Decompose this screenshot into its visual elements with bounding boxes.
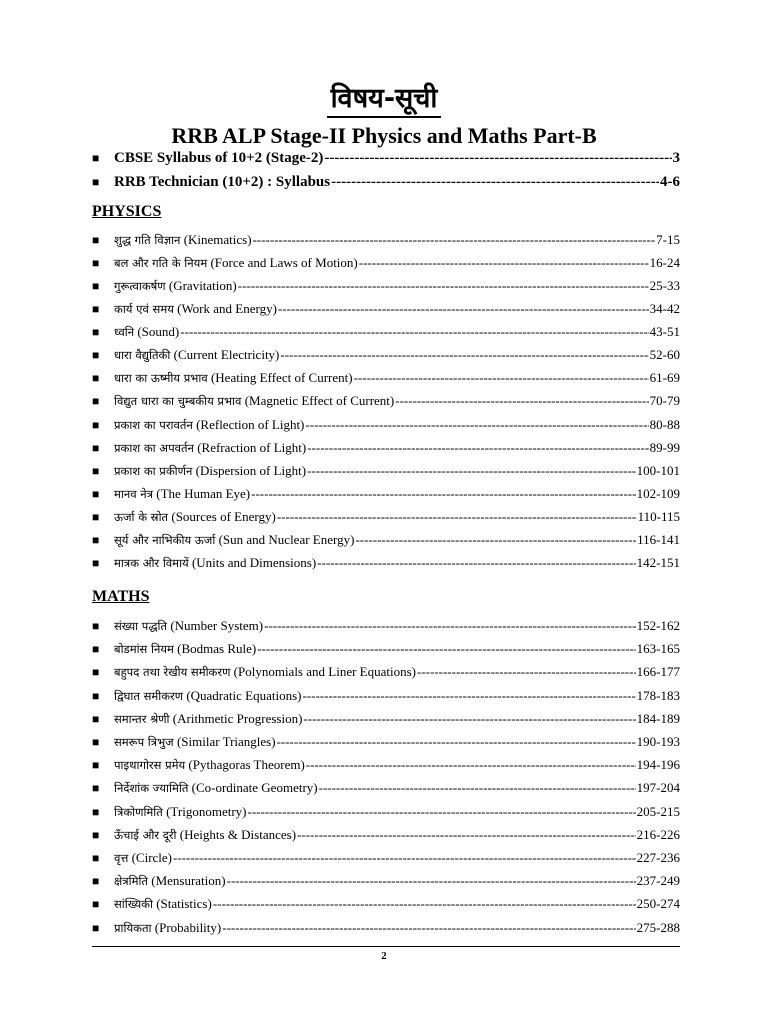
toc-entry [92,804,680,820]
entry-title-english: (Heating Effect of Current) [210,370,353,386]
page-range: 100-101 [636,462,680,478]
dot-leader [359,255,649,271]
entry-title-hindi: प्रकाश का अपवर्तन [114,440,194,455]
entry-title [114,757,305,773]
entry-title [114,463,306,479]
footer-rule [92,946,680,947]
entry-title-hindi: ऊँचाई और दूरी [114,827,177,842]
entry-title-english: (Polynomials and Liner Equations) [233,664,416,680]
entry-title-english: (Quadratic Equations) [186,687,302,703]
entry-title-english: (Co-ordinate Geometry) [191,780,318,796]
entry-title-hindi: बोडमांस नियम [114,642,174,657]
page-range: 275-288 [636,919,680,935]
page-range: 61-69 [649,370,680,386]
toc-entry [92,509,680,525]
dot-leader [303,711,635,727]
page-range: 70-79 [649,393,680,409]
dot-leader [180,324,648,340]
dot-leader [278,301,649,317]
entry-title-hindi: बल और गति के नियम [114,256,208,271]
entry-title-hindi: बहुपद तथा रेखीय समीकरण [114,665,231,680]
entry-title [114,232,252,248]
toc-entry [92,463,680,479]
dot-leader [395,393,648,409]
toc-entry [92,232,680,248]
entry-title-english: (Work and Energy) [177,301,277,317]
page-range: 3 [672,150,680,166]
page-range: 25-33 [649,278,680,294]
page-range: 142-151 [636,554,680,570]
black-square-icon: ■ [92,256,100,271]
section-heading-physics: PHYSICS [92,203,162,220]
toc-entry [92,301,680,317]
entry-title-english: (Dispersion of Light) [195,462,307,478]
entry-title-english: (Pythagoras Theorem) [188,757,305,773]
page-range: 197-204 [636,780,680,796]
page-title: RRB ALP Stage-II Physics and Maths Part-B [171,123,597,148]
dot-leader [355,532,636,548]
entry-title-english: (Current Electricity) [173,347,280,363]
entry-title-english: (Units and Dimensions) [191,554,317,570]
black-square-icon: ■ [92,440,100,455]
entry-title [114,804,247,820]
page-range: 34-42 [649,301,680,317]
entry-title-english: (Arithmetic Progression) [172,710,303,726]
black-square-icon: ■ [92,151,100,165]
dot-leader [302,688,635,704]
toc-entry [92,532,680,548]
black-square-icon: ■ [92,175,100,189]
dot-leader [305,417,648,433]
toc-entry [92,757,680,773]
entry-title-english: (Gravitation) [168,278,237,294]
dot-leader [227,873,636,889]
entry-title-hindi: प्रकाश का परावर्तन [114,417,193,432]
entry-title [114,641,256,657]
toc-entry [92,827,680,843]
entry-title [114,688,301,704]
entry-title [114,347,279,363]
dot-leader [248,804,636,820]
entry-title-hindi: प्रायिकता [114,920,152,935]
black-square-icon: ■ [92,509,100,524]
entry-title [114,711,302,727]
black-square-icon: ■ [92,302,100,317]
toc-entry [92,324,680,340]
hindi-title: विषय-सूची [0,78,768,115]
black-square-icon: ■ [92,348,100,363]
dot-leader [222,920,635,936]
entry-title [114,301,277,317]
dot-leader [307,463,636,479]
page-range: 116-141 [637,531,680,547]
entry-title-hindi: द्विघात समीकरण [114,688,184,703]
entry-title-hindi: ऊर्जा के स्रोत [114,509,169,524]
entry-title [114,255,358,271]
black-square-icon: ■ [92,804,100,819]
toc-entry [92,255,680,271]
entry-title-hindi: शुद्ध गति विज्ञान [114,233,181,247]
entry-title-english: (Heights & Distances) [179,826,297,842]
toc-entry [92,664,680,680]
black-square-icon: ■ [92,279,100,294]
entry-title-english: (Statistics) [156,896,212,912]
toc-entry [92,618,680,634]
black-square-icon: ■ [92,665,100,680]
entry-title-english: (Sun and Nuclear Energy) [218,531,355,547]
entry-title-hindi: कार्य एवं समय [114,302,174,317]
entry-title-hindi: धारा वैद्युतिकी [114,348,171,363]
dot-leader [297,827,636,843]
section-heading-maths: MATHS [92,588,150,605]
dot-leader [277,734,636,750]
black-square-icon: ■ [92,532,100,547]
dot-leader [277,509,637,525]
black-square-icon: ■ [92,394,100,409]
entry-title-hindi: मानव नेत्र [114,486,154,501]
entry-title [114,827,296,843]
black-square-icon: ■ [92,920,100,935]
entry-title-english: (Force and Laws of Motion) [210,255,358,271]
entry-title [114,486,250,502]
page-range: 184-189 [636,710,680,726]
page-range: 163-165 [636,641,680,657]
entry-title-hindi: क्षेत्रमिति [114,874,148,889]
toc-entry [92,780,680,796]
toc-entry [92,688,680,704]
dot-leader [324,150,671,167]
entry-title [114,896,212,912]
dot-leader [257,641,635,657]
toc-entry [92,555,680,571]
entry-title [114,664,416,680]
dot-leader [173,850,636,866]
black-square-icon: ■ [92,555,100,570]
dot-leader [238,278,649,294]
entry-title [114,555,316,571]
dot-leader [306,757,636,773]
black-square-icon: ■ [92,781,100,796]
page-number: 2 [381,950,387,962]
toc-entry [92,393,680,409]
entry-title-english: (Magnetic Effect of Current) [244,393,395,409]
dot-leader [319,780,636,796]
black-square-icon: ■ [92,463,100,478]
entry-title [114,850,172,866]
page-range: 190-193 [636,734,680,749]
entry-title-hindi: त्रिकोणमिति [114,804,163,819]
page-range: 152-162 [636,618,680,633]
toc-entry [92,347,680,363]
entry-title-hindi: सांख्यिकी [114,897,153,912]
toc-entry [92,370,680,386]
toc-entry [92,711,680,727]
entry-title-hindi: प्रकाश का प्रकीर्णन [114,463,193,478]
black-square-icon: ■ [92,711,100,726]
entry-title-english: (Refraction of Light) [197,439,307,455]
page-range: 194-196 [636,757,680,773]
entry-title [114,780,318,796]
dot-leader [253,232,656,248]
entry-title-english: (Mensuration) [151,873,226,889]
black-square-icon: ■ [92,417,100,432]
entry-title-english: (Bodmas Rule) [177,641,257,657]
black-square-icon: ■ [92,758,100,773]
black-square-icon: ■ [92,897,100,912]
black-square-icon: ■ [92,619,100,633]
entry-title-hindi: समान्तर श्रेणी [114,711,170,726]
black-square-icon: ■ [92,688,100,703]
toc-entry [92,278,680,294]
entry-title-english: (Sources of Energy) [171,508,276,524]
entry-title [114,509,276,525]
toc-entry [92,920,680,936]
dot-leader [317,555,635,571]
toc-entry [92,734,680,750]
page-range: 80-88 [649,416,680,432]
toc-entry [92,417,680,433]
entry-title-english: (Probability) [154,919,222,935]
page-range: 16-24 [649,255,680,271]
black-square-icon: ■ [92,827,100,842]
toc-entry [92,440,680,456]
entry-title [114,440,306,456]
entry-title [114,278,237,294]
entry-title-hindi: पाइथागोरस प्रमेय [114,758,186,773]
entry-title-hindi: समरूप त्रिभुज [114,735,174,749]
entry-title-english: (Sound) [137,324,180,340]
black-square-icon: ■ [92,325,100,340]
page-range: 52-60 [649,347,680,363]
page-range: 166-177 [636,664,680,680]
entry-title-hindi: ध्वनि [114,325,135,340]
entry-title [114,618,263,634]
page-range: 205-215 [636,803,680,819]
toc-entry [92,896,680,912]
toc-entry [92,150,680,167]
page-range: 227-236 [636,850,680,865]
dot-leader [213,896,636,912]
page-range: 178-183 [636,687,680,703]
toc-entry [92,641,680,657]
page-range: 250-274 [636,896,680,912]
toc-entry [92,174,680,191]
entry-title-hindi: विद्युत धारा का चुम्बकीय प्रभाव [114,394,242,409]
page-range: 216-226 [636,826,680,842]
entry-title [114,393,394,409]
dot-leader [280,347,648,363]
entry-title-english: (Trigonometry) [166,803,247,819]
entry-title-english: (Similar Triangles) [176,734,276,749]
black-square-icon: ■ [92,233,100,247]
entry-title [114,370,353,386]
entry-title-hindi: वृत्त [114,851,129,865]
black-square-icon: ■ [92,486,100,501]
black-square-icon: ■ [92,851,100,865]
page-range: 237-249 [636,873,680,889]
entry-title-hindi: निर्देशांक ज्यामिति [114,781,189,796]
entry-title-english: (Reflection of Light) [196,416,305,432]
entry-title-hindi: संख्या पद्धति [114,619,168,633]
entry-title [114,324,179,340]
entry-title [114,920,221,936]
entry-title-hindi: गुरूत्वाकर्षण [114,279,166,294]
dot-leader [331,174,659,191]
dot-leader [354,370,649,386]
entry-title [114,734,276,750]
page-range: 89-99 [649,439,680,455]
toc-entry [92,486,680,502]
toc-entry [92,850,680,866]
entry-title [114,417,304,433]
entry-title [114,873,226,889]
dot-leader [417,664,636,680]
dot-leader [264,618,636,634]
dot-leader [307,440,648,456]
black-square-icon: ■ [92,874,100,889]
page-range: 43-51 [649,324,680,340]
page-range: 7-15 [656,232,680,247]
entry-title-hindi: धारा का ऊष्मीय प्रभाव [114,371,208,386]
entry-title-english: (Kinematics) [183,232,252,247]
entry-title-hindi: सूर्य और नाभिकीय ऊर्जा [114,532,216,547]
entry-title-english: (The Human Eye) [156,485,251,501]
page-range: 110-115 [637,508,680,524]
entry-title-english: (Circle) [131,850,173,865]
entry-title-hindi: मात्रक और विमायें [114,555,189,570]
entry-title-english: (Number System) [170,618,264,633]
black-square-icon: ■ [92,371,100,386]
page-range: 4-6 [660,174,680,190]
dot-leader [251,486,636,502]
toc-entry [92,873,680,889]
black-square-icon: ■ [92,735,100,749]
black-square-icon: ■ [92,642,100,657]
entry-title: RRB Technician (10+2) : Syllabus [114,174,331,190]
entry-title: CBSE Syllabus of 10+2 (Stage-2) [114,150,324,166]
entry-title [114,532,354,548]
page-range: 102-109 [636,485,680,501]
